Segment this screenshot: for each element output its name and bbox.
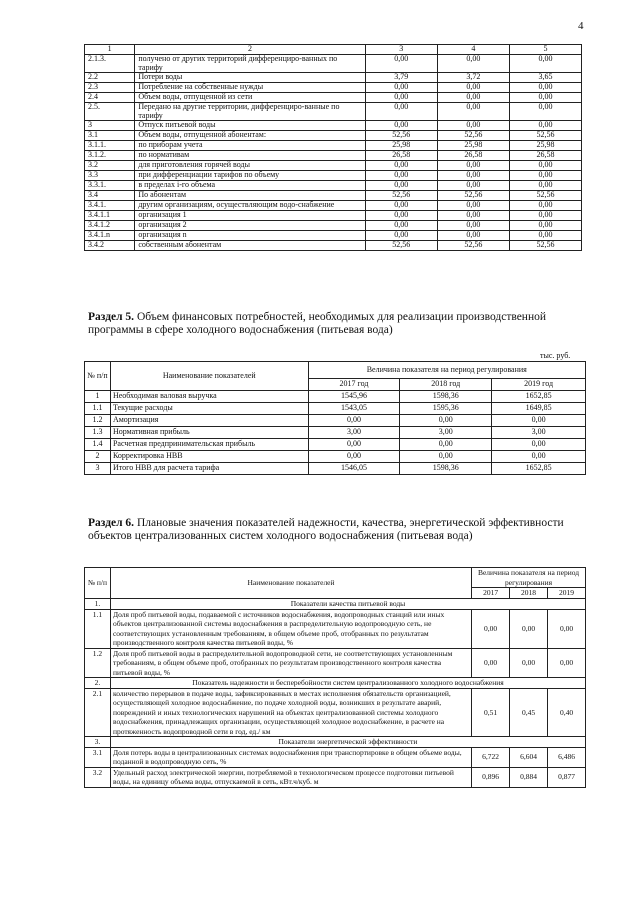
row-value-2018: 3,72 [437,73,509,83]
row-number: 2.5. [85,103,135,121]
column-header-number: № п/п [85,568,111,599]
table-row [85,439,586,451]
row-value-2019: 52,56 [509,241,581,251]
row-value-2017: 0,00 [365,211,437,221]
row-number: 3 [85,121,135,131]
row-number: 3.3.1. [85,181,135,191]
table-row [85,391,586,403]
row-number: 3.1.2. [85,151,135,161]
row-value-2019: 3,65 [509,73,581,83]
row-value-2017: 0,00 [365,103,437,121]
row-value-2017: 0,00 [365,93,437,103]
year-header: 2019 [548,588,586,599]
year-header: 2018 [510,588,548,599]
row-value-2018: 1598,36 [400,391,492,403]
table-header-row [85,45,582,55]
table-header-row [85,362,586,379]
column-header-name: Наименование показателей [110,362,308,391]
water-balance-table [84,44,582,251]
reliability-indicators-table [84,567,586,788]
row-value-2018: 1598,36 [400,463,492,475]
row-number: 1 [85,391,111,403]
row-value-2019: 1652,85 [492,463,586,475]
row-name: при дифференциации тарифов по объему [135,171,365,181]
row-value-2018: 0,00 [437,231,509,241]
row-value-2018: 0,884 [510,767,548,787]
row-value-2018: 0,00 [437,121,509,131]
row-number: 3.4.1.n [85,231,135,241]
row-value-2018: 0,00 [437,201,509,211]
section-5-label: Раздел 5. [88,311,135,323]
table-row [85,241,582,251]
row-name: Объем воды, отпущенной из сети [135,93,365,103]
row-value-2017: 0,00 [308,415,400,427]
row-value-2017: 52,56 [365,241,437,251]
row-value-2019: 0,00 [509,231,581,241]
row-value-2018: 3,00 [400,427,492,439]
section-title: Показатели качества питьевой воды [110,599,585,610]
row-value-2017: 0,00 [472,609,510,648]
row-value-2019: 52,56 [509,191,581,201]
row-value-2018: 1595,36 [400,403,492,415]
row-value-2017: 25,98 [365,141,437,151]
table-row [85,181,582,191]
column-header: 5 [509,45,581,55]
row-value-2019: 1649,85 [492,403,586,415]
table-row [85,73,582,83]
row-value-2018: 0,00 [400,439,492,451]
row-value-2019: 26,58 [509,151,581,161]
row-value-2017: 0,00 [365,221,437,231]
row-name: Корректировка НВВ [110,451,308,463]
row-value-2019: 0,877 [548,767,586,787]
row-value-2019: 0,00 [492,415,586,427]
financial-needs-table [84,361,586,475]
table-header-row [85,568,586,588]
row-name: Необходимая валовая выручка [110,391,308,403]
row-name: Отпуск питьевой воды [135,121,365,131]
row-name: Доля потерь воды в централизованных системах водоснабжения при транспортировке в общем объеме воды, поданной в водопроводную сеть, % [110,747,471,767]
row-value-2017: 0,896 [472,767,510,787]
section-number: 2. [85,678,111,689]
column-header-group: Величина показателя на период регулирования [472,568,586,588]
table-row [85,141,582,151]
row-value-2019: 0,00 [492,439,586,451]
row-value-2017: 0,00 [365,83,437,93]
row-value-2018: 52,56 [437,131,509,141]
row-value-2019: 0,00 [509,93,581,103]
table-row [85,427,586,439]
row-value-2018: 26,58 [437,151,509,161]
row-number: 3.4.1.2 [85,221,135,231]
row-value-2018: 0,00 [400,451,492,463]
row-value-2018: 0,00 [437,211,509,221]
row-value-2017: 0,00 [365,161,437,171]
table-row [85,648,586,678]
table-row [85,609,586,648]
row-name: Расчетная предпринимательская прибыль [110,439,308,451]
row-value-2017: 52,56 [365,131,437,141]
row-value-2017: 26,58 [365,151,437,161]
column-header-number: № п/п [85,362,111,391]
year-header: 2019 год [492,379,586,391]
row-value-2018: 0,00 [400,415,492,427]
row-value-2019: 3,00 [492,427,586,439]
row-number: 2.1 [85,688,111,737]
row-number: 2.2 [85,73,135,83]
row-value-2019: 52,56 [509,131,581,141]
row-number: 1.1 [85,609,111,648]
table-row [85,161,582,171]
section-number: 1. [85,599,111,610]
row-value-2018: 0,00 [437,161,509,171]
row-value-2017: 3,00 [308,427,400,439]
column-header-group: Величина показателя на период регулирования [308,362,585,379]
year-header: 2018 год [400,379,492,391]
column-header: 2 [135,45,365,55]
unit-label: тыс. руб. [540,351,571,360]
row-value-2018: 0,00 [437,221,509,231]
row-name: По абонентам [135,191,365,201]
row-name: Доля проб питьевой воды, подаваемой с источников водоснабжения, водопроводных станций или иных объектов централизованной системы водоснабжения в распределительную водопроводную сеть, не соответствующих установленным требованиям, в общем объеме проб, отобранных по результатам производственного контроля качества питьевой воды, % [110,609,471,648]
row-number: 3.4.1.1 [85,211,135,221]
table-row [85,463,586,475]
table-row [85,121,582,131]
section-6-title: Плановые значения показателей надежности, качества, энергетической эффективности объектов централизованных систем холодного водоснабжения (питьевая вода) [88,517,564,542]
table-row [85,211,582,221]
row-name: Амортизация [110,415,308,427]
row-value-2017: 3,79 [365,73,437,83]
row-number: 1.3 [85,427,111,439]
row-name: другим организациям, осуществляющим водо-снабжение [135,201,365,211]
row-value-2018: 0,00 [510,648,548,678]
table-row [85,747,586,767]
section-6-label: Раздел 6. [88,517,135,529]
row-name: Удельный расход электрической энергии, потребляемой в технологическом процессе подготовки питьевой воды, на единицу объема воды, отпускаемой в сеть, кВт.ч/куб. м [110,767,471,787]
section-5-heading [88,311,588,337]
row-value-2018: 0,45 [510,688,548,737]
table-row [85,688,586,737]
row-value-2018: 0,00 [437,181,509,191]
row-number: 1.4 [85,439,111,451]
row-value-2018: 25,98 [437,141,509,151]
row-number: 3.3 [85,171,135,181]
table-row [85,151,582,161]
table-row [85,131,582,141]
table-row [85,415,586,427]
row-value-2017: 0,51 [472,688,510,737]
section-6-heading [88,517,588,543]
column-header: 4 [437,45,509,55]
table-row [85,403,586,415]
table-row [85,231,582,241]
row-value-2017: 0,00 [472,648,510,678]
row-value-2019: 0,00 [548,609,586,648]
table-row [85,191,582,201]
row-value-2019: 0,00 [509,181,581,191]
table-row [85,767,586,787]
page-number: 4 [578,20,584,32]
row-value-2017: 1545,96 [308,391,400,403]
table-row [85,201,582,211]
row-value-2017: 1543,05 [308,403,400,415]
table-row [85,83,582,93]
row-value-2019: 0,00 [509,221,581,231]
row-value-2019: 0,00 [509,121,581,131]
row-value-2018: 0,00 [510,609,548,648]
section-title: Показатели энергетической эффективности [110,737,585,748]
row-value-2018: 0,00 [437,171,509,181]
row-name: по приборам учета [135,141,365,151]
row-value-2019: 0,00 [509,201,581,211]
row-value-2019: 0,00 [492,451,586,463]
section-row [85,678,586,689]
row-value-2018: 52,56 [437,241,509,251]
row-value-2017: 0,00 [365,231,437,241]
row-name: количество перерывов в подаче воды, зафиксированных в местах исполнения обязательств организацией, осуществляющей холодное водоснабжение, по подаче холодной воды, возникших в результате аварий, повреждений и иных технологических нарушений на объектах централизованной системы холодного водоснабжения, принадлежащих организации, осуществляющей холодное водоснабжение, в расчете на протяженность водопроводной сети в год, ед./ км [110,688,471,737]
row-number: 3.2 [85,161,135,171]
row-name: получено от других территорий дифференциро-ванных по тарифу [135,55,365,73]
row-name: Нормативная прибыль [110,427,308,439]
row-value-2018: 6,604 [510,747,548,767]
row-value-2019: 0,40 [548,688,586,737]
table-row [85,171,582,181]
row-value-2019: 6,486 [548,747,586,767]
row-name: по нормативам [135,151,365,161]
row-value-2019: 0,00 [509,211,581,221]
row-name: в пределах i-го объема [135,181,365,191]
row-name: организация 1 [135,211,365,221]
row-value-2019: 1652,85 [492,391,586,403]
row-value-2019: 0,00 [509,103,581,121]
row-value-2019: 0,00 [509,83,581,93]
row-value-2017: 0,00 [365,201,437,211]
year-header: 2017 [472,588,510,599]
row-value-2017: 0,00 [365,121,437,131]
row-number: 2 [85,451,111,463]
table-row [85,103,582,121]
row-name: Объем воды, отпущенной абонентам: [135,131,365,141]
column-header: 1 [85,45,135,55]
section-number: 3. [85,737,111,748]
row-value-2017: 0,00 [365,55,437,73]
row-number: 3.4.2 [85,241,135,251]
table-row [85,55,582,73]
row-value-2018: 0,00 [437,55,509,73]
table-row [85,451,586,463]
column-header-name: Наименование показателей [110,568,471,599]
row-number: 1.2 [85,648,111,678]
row-name: организация n [135,231,365,241]
row-number: 3 [85,463,111,475]
row-number: 2.3 [85,83,135,93]
row-number: 1.1 [85,403,111,415]
row-value-2017: 0,00 [308,439,400,451]
table-row [85,93,582,103]
row-name: собственным абонентам [135,241,365,251]
row-name: Потребление на собственные нужды [135,83,365,93]
row-value-2018: 0,00 [437,103,509,121]
row-value-2017: 0,00 [308,451,400,463]
column-header: 3 [365,45,437,55]
row-number: 3.2 [85,767,111,787]
row-value-2019: 0,00 [509,161,581,171]
row-name: Передано на другие территории, дифференциро-ванные по тарифу [135,103,365,121]
row-value-2019: 0,00 [548,648,586,678]
row-value-2017: 1546,05 [308,463,400,475]
row-name: Текущие расходы [110,403,308,415]
section-5-title: Объем финансовых потребностей, необходимых для реализации производственной программы в сфере холодного водоснабжения (питьевая вода) [88,311,547,336]
section-title: Показатель надежности и бесперебойности систем централизованного холодного водоснабжения [110,678,585,689]
row-name: для приготовления горячей воды [135,161,365,171]
row-value-2017: 6,722 [472,747,510,767]
row-name: Итого НВВ для расчета тарифа [110,463,308,475]
row-value-2018: 0,00 [437,83,509,93]
row-value-2019: 0,00 [509,55,581,73]
section-row [85,737,586,748]
row-number: 3.1 [85,131,135,141]
row-value-2018: 0,00 [437,93,509,103]
row-number: 2.1.3. [85,55,135,73]
row-name: Доля проб питьевой воды в распределительной водопроводной сети, не соответствующих установленным требованиям, в общем объеме проб, отобранных по результатам производственного контроля качества питьевой воды, % [110,648,471,678]
row-number: 2.4 [85,93,135,103]
row-value-2018: 52,56 [437,191,509,201]
row-number: 3.4.1. [85,201,135,211]
row-value-2017: 52,56 [365,191,437,201]
row-number: 1.2 [85,415,111,427]
row-number: 3.1.1. [85,141,135,151]
year-header: 2017 год [308,379,400,391]
row-value-2019: 0,00 [509,171,581,181]
row-number: 3.1 [85,747,111,767]
table-row [85,221,582,231]
section-row [85,599,586,610]
row-value-2017: 0,00 [365,171,437,181]
row-value-2019: 25,98 [509,141,581,151]
row-number: 3.4 [85,191,135,201]
row-name: Потери воды [135,73,365,83]
row-name: организация 2 [135,221,365,231]
row-value-2017: 0,00 [365,181,437,191]
